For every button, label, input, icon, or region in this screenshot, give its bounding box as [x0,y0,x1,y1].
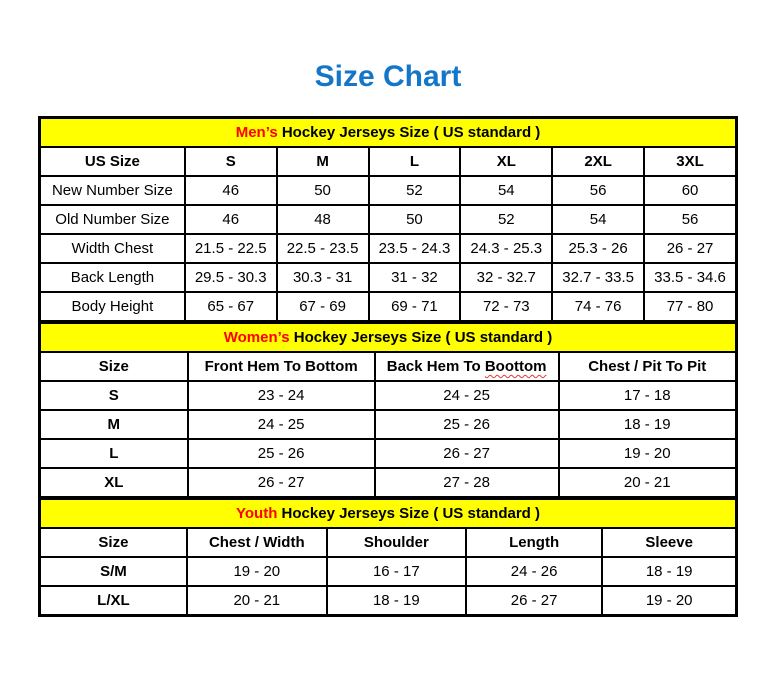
womens-size-table [39,322,737,498]
womens-section-title-highlight: Women’s [223,329,290,346]
womens-row-label: S [40,381,188,410]
youth-header-cell: Shoulder [327,528,466,557]
size-value-cell: 52 [460,205,552,234]
mens-size-table [39,117,737,322]
womens-band-row [40,323,736,352]
size-value-cell: 20 - 21 [559,468,737,497]
size-value-cell: 24 - 26 [466,557,602,586]
youth-header-cell: Size [40,528,187,557]
size-value-cell: 26 - 27 [466,586,602,615]
size-value-cell: 56 [552,176,644,205]
size-value-cell: 54 [552,205,644,234]
mens-section-title [40,118,736,147]
size-value-cell: 25 - 26 [188,439,375,468]
youth-header-cell: Sleeve [602,528,736,557]
table-row [40,381,736,410]
mens-header-cell: 3XL [644,147,736,176]
size-value-cell: 19 - 20 [559,439,737,468]
womens-header-cell: Size [40,352,188,381]
mens-row-label: Body Height [40,292,185,321]
size-value-cell: 60 [644,176,736,205]
womens-header-cell [375,352,559,381]
womens-row-label: L [40,439,188,468]
womens-section-title [40,323,736,352]
womens-header-cell: Front Hem To Bottom [188,352,375,381]
mens-row-label: Old Number Size [40,205,185,234]
mens-section-title-highlight: Men’s [235,124,278,141]
size-value-cell: 18 - 19 [602,557,736,586]
back-hem-label-prefix: Back Hem To [386,358,485,375]
size-value-cell: 21.5 - 22.5 [185,234,277,263]
size-value-cell: 26 - 27 [188,468,375,497]
size-value-cell: 27 - 28 [375,468,559,497]
table-row [40,586,736,615]
table-row [40,263,736,292]
table-row [40,468,736,497]
table-row [40,557,736,586]
mens-header-row [40,147,736,176]
size-value-cell: 25 - 26 [375,410,559,439]
size-value-cell: 29.5 - 30.3 [185,263,277,292]
size-value-cell: 52 [369,176,461,205]
table-row [40,205,736,234]
size-value-cell: 19 - 20 [602,586,736,615]
youth-header-cell: Chest / Width [187,528,327,557]
mens-section-title-rest: Hockey Jerseys Size ( US standard ) [277,124,541,141]
size-value-cell: 46 [185,176,277,205]
table-row [40,176,736,205]
size-value-cell: 56 [644,205,736,234]
table-row [40,292,736,321]
mens-header-cell: XL [460,147,552,176]
womens-row-label: XL [40,468,188,497]
mens-row-label: Back Length [40,263,185,292]
womens-section-title-rest: Hockey Jerseys Size ( US standard ) [289,329,553,346]
size-value-cell: 18 - 19 [559,410,737,439]
youth-band-row [40,499,736,528]
size-value-cell: 67 - 69 [277,292,369,321]
table-row [40,410,736,439]
page-title: Size Chart [314,60,462,93]
mens-header-cell: L [369,147,461,176]
size-value-cell: 18 - 19 [327,586,466,615]
mens-header-cell: 2XL [552,147,644,176]
youth-section-title-rest: Hockey Jerseys Size ( US standard ) [277,505,540,522]
youth-size-table [39,498,737,616]
size-value-cell: 32 - 32.7 [460,263,552,292]
mens-header-cell: S [185,147,277,176]
size-chart-table-group [38,116,738,617]
size-value-cell: 50 [369,205,461,234]
size-value-cell: 46 [185,205,277,234]
youth-section-title-highlight: Youth [236,505,278,522]
youth-header-cell: Length [466,528,602,557]
womens-header-row [40,352,736,381]
size-value-cell: 33.5 - 34.6 [644,263,736,292]
youth-row-label: L/XL [40,586,187,615]
back-hem-misspelled-word: Boottom [484,358,547,375]
mens-header-cell: US Size [40,147,185,176]
size-value-cell: 19 - 20 [187,557,327,586]
womens-header-cell: Chest / Pit To Pit [559,352,737,381]
size-value-cell: 65 - 67 [185,292,277,321]
size-value-cell: 22.5 - 23.5 [277,234,369,263]
size-value-cell: 25.3 - 26 [552,234,644,263]
size-value-cell: 24 - 25 [188,410,375,439]
size-value-cell: 31 - 32 [369,263,461,292]
size-value-cell: 16 - 17 [327,557,466,586]
size-value-cell: 26 - 27 [375,439,559,468]
womens-row-label: M [40,410,188,439]
size-value-cell: 26 - 27 [644,234,736,263]
youth-row-label: S/M [40,557,187,586]
size-value-cell: 48 [277,205,369,234]
size-value-cell: 23.5 - 24.3 [369,234,461,263]
size-value-cell: 50 [277,176,369,205]
table-row [40,234,736,263]
table-row [40,439,736,468]
size-value-cell: 77 - 80 [644,292,736,321]
size-value-cell: 24 - 25 [375,381,559,410]
mens-row-label: Width Chest [40,234,185,263]
mens-band-row [40,118,736,147]
size-value-cell: 32.7 - 33.5 [552,263,644,292]
size-value-cell: 23 - 24 [188,381,375,410]
size-value-cell: 72 - 73 [460,292,552,321]
size-value-cell: 24.3 - 25.3 [460,234,552,263]
mens-header-cell: M [277,147,369,176]
youth-header-row [40,528,736,557]
size-value-cell: 69 - 71 [369,292,461,321]
size-value-cell: 17 - 18 [559,381,737,410]
mens-row-label: New Number Size [40,176,185,205]
youth-section-title [40,499,736,528]
size-value-cell: 54 [460,176,552,205]
size-value-cell: 30.3 - 31 [277,263,369,292]
size-value-cell: 20 - 21 [187,586,327,615]
size-value-cell: 74 - 76 [552,292,644,321]
